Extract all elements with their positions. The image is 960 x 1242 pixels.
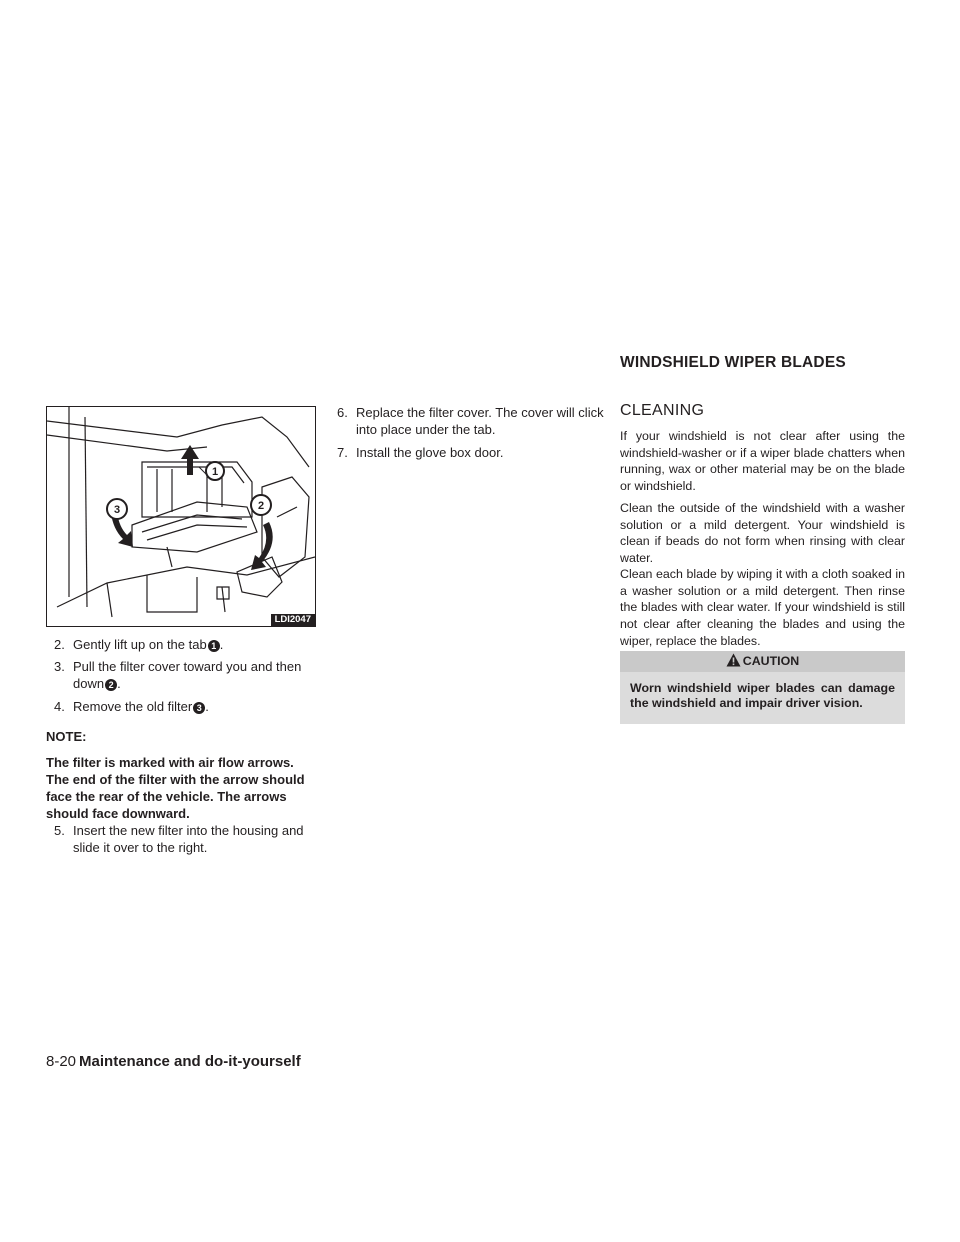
cleaning-paragraph-2: Clean the outside of the windshield with a washer solution or a mild detergent. Your windshield is clean if beads do not form when rinsing with clear water. bbox=[620, 501, 905, 566]
chapter-title: Maintenance and do-it-yourself bbox=[79, 1053, 301, 1070]
step-6: 6. Replace the filter cover. The cover will click into place under the tab. bbox=[337, 405, 604, 437]
cleaning-paragraph-3: Clean each blade by wiping it with a cloth soaked in a washer solution or a mild detergent. Then rinse the blades with clear water. If your windshield is still not clear after cleaning the blades and using the wiper, replace the blades. bbox=[620, 567, 905, 648]
note-label: NOTE: bbox=[46, 729, 87, 744]
callout-ref-1: 1 bbox=[208, 640, 220, 652]
callout-3 bbox=[107, 499, 127, 519]
step-7: 7. Install the glove box door. bbox=[337, 445, 504, 460]
page-footer bbox=[46, 1053, 301, 1070]
svg-text:2: 2 bbox=[257, 500, 265, 512]
cabin-filter-illustration bbox=[46, 406, 316, 627]
caution-label: CAUTION bbox=[742, 654, 800, 668]
cleaning-heading: CLEANING bbox=[620, 402, 705, 419]
warning-icon bbox=[726, 653, 741, 667]
step-4: 4. Remove the old filter 3 . bbox=[54, 699, 209, 714]
step-3: 3. Pull the filter cover toward you and then down 2 . bbox=[54, 659, 302, 691]
step-2: 2. Gently lift up on the tab 1 . bbox=[54, 637, 224, 652]
callout-ref-2: 2 bbox=[105, 679, 117, 691]
caution-header bbox=[620, 651, 905, 672]
section-title: WINDSHIELD WIPER BLADES bbox=[620, 354, 846, 371]
callout-2 bbox=[251, 495, 271, 515]
callout-1 bbox=[199, 462, 224, 480]
note-text: The filter is marked with air flow arrows. The end of the filter with the arrow should face the rear of the vehicle. The arrows should face downward. bbox=[46, 755, 305, 821]
caution-text: Worn windshield wiper blades can damage the windshield and impair driver vision. bbox=[620, 672, 905, 724]
page-number: 8-20 bbox=[46, 1053, 77, 1070]
svg-text:1: 1 bbox=[211, 466, 219, 478]
callout-ref-3: 3 bbox=[193, 702, 205, 714]
svg-text:3: 3 bbox=[113, 504, 121, 516]
step-5: 5. Insert the new filter into the housing and slide it over to the right. bbox=[54, 823, 304, 855]
cleaning-paragraph-1: If your windshield is not clear after using the windshield-washer or if a wiper blade chatters when running, wax or other material may be on the blade or windshield. bbox=[620, 429, 905, 494]
figure-code: LDI2047 bbox=[271, 614, 315, 626]
filter-diagram bbox=[47, 407, 315, 626]
